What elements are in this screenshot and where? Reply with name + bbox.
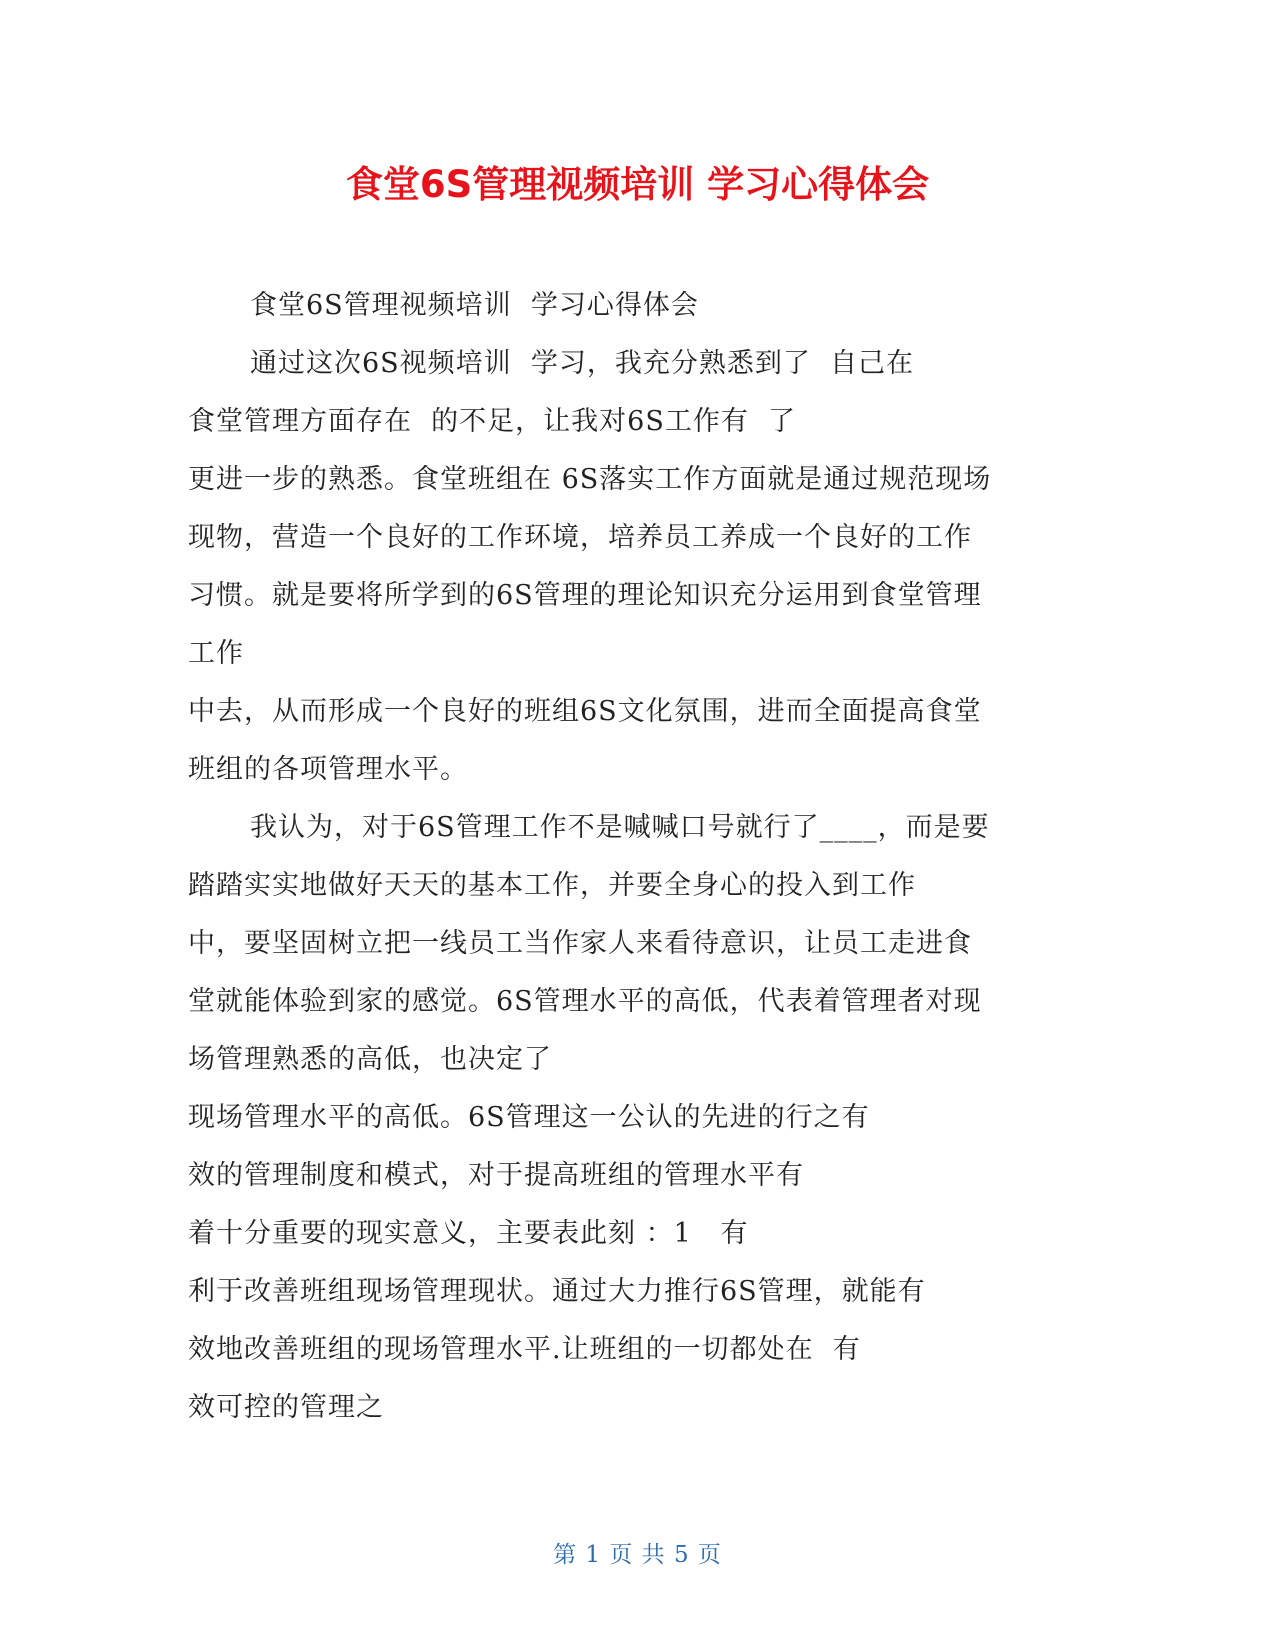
- paragraph-line: 中，要坚固树立把一线员工当作家人来看待意识，让员工走进食: [188, 928, 972, 959]
- paragraph-line: 习惯。就是要将所学到的6S管理的理论知识充分运用到食堂管理: [188, 580, 982, 611]
- paragraph-line: 踏踏实实地做好天天的基本工作，并要全身心的投入到工作: [188, 870, 916, 901]
- document-title: 食堂6S管理视频培训 学习心得体会: [345, 163, 930, 206]
- paragraph-line: 利于改善班组现场管理现状。通过大力推行6S管理，就能有: [188, 1276, 926, 1307]
- paragraph-line: 食堂6S管理视频培训 学习心得体会: [250, 290, 699, 321]
- paragraph-line: 班组的各项管理水平。: [188, 754, 468, 785]
- paragraph-line: 效的管理制度和模式，对于提高班组的管理水平有: [188, 1160, 804, 1191]
- paragraph-line: 食堂管理方面存在 的不足，让我对6S工作有 了: [188, 406, 797, 437]
- paragraph-line: 工作: [188, 638, 244, 669]
- paragraph-line: 着十分重要的现实意义，主要表此刻 ：1 有: [188, 1218, 749, 1249]
- paragraph-line: 效可控的管理之: [188, 1392, 384, 1423]
- paragraph-line: 更进一步的熟悉。食堂班组在 6S落实工作方面就是通过规范现场: [188, 464, 992, 495]
- paragraph-line: 我认为，对于6S管理工作不是喊喊口号就行了____，而是要: [250, 812, 990, 843]
- paragraph-line: 通过这次6S视频培训 学习，我充分熟悉到了 自己在: [250, 348, 915, 379]
- page-footer: 第 1 页 共 5 页: [553, 1542, 722, 1568]
- paragraph-line: 场管理熟悉的高低，也决定了: [188, 1044, 552, 1075]
- paragraph-line: 现场管理水平的高低。6S管理这一公认的先进的行之有: [188, 1102, 870, 1133]
- paragraph-line: 堂就能体验到家的感觉。6S管理水平的高低，代表着管理者对现: [188, 986, 982, 1017]
- paragraph-line: 效地改善班组的现场管理水平.让班组的一切都处在 有: [188, 1334, 861, 1365]
- paragraph-line: 现物，营造一个良好的工作环境，培养员工养成一个良好的工作: [188, 522, 972, 553]
- paragraph-line: 中去，从而形成一个良好的班组6S文化氛围，进而全面提高食堂: [188, 696, 982, 727]
